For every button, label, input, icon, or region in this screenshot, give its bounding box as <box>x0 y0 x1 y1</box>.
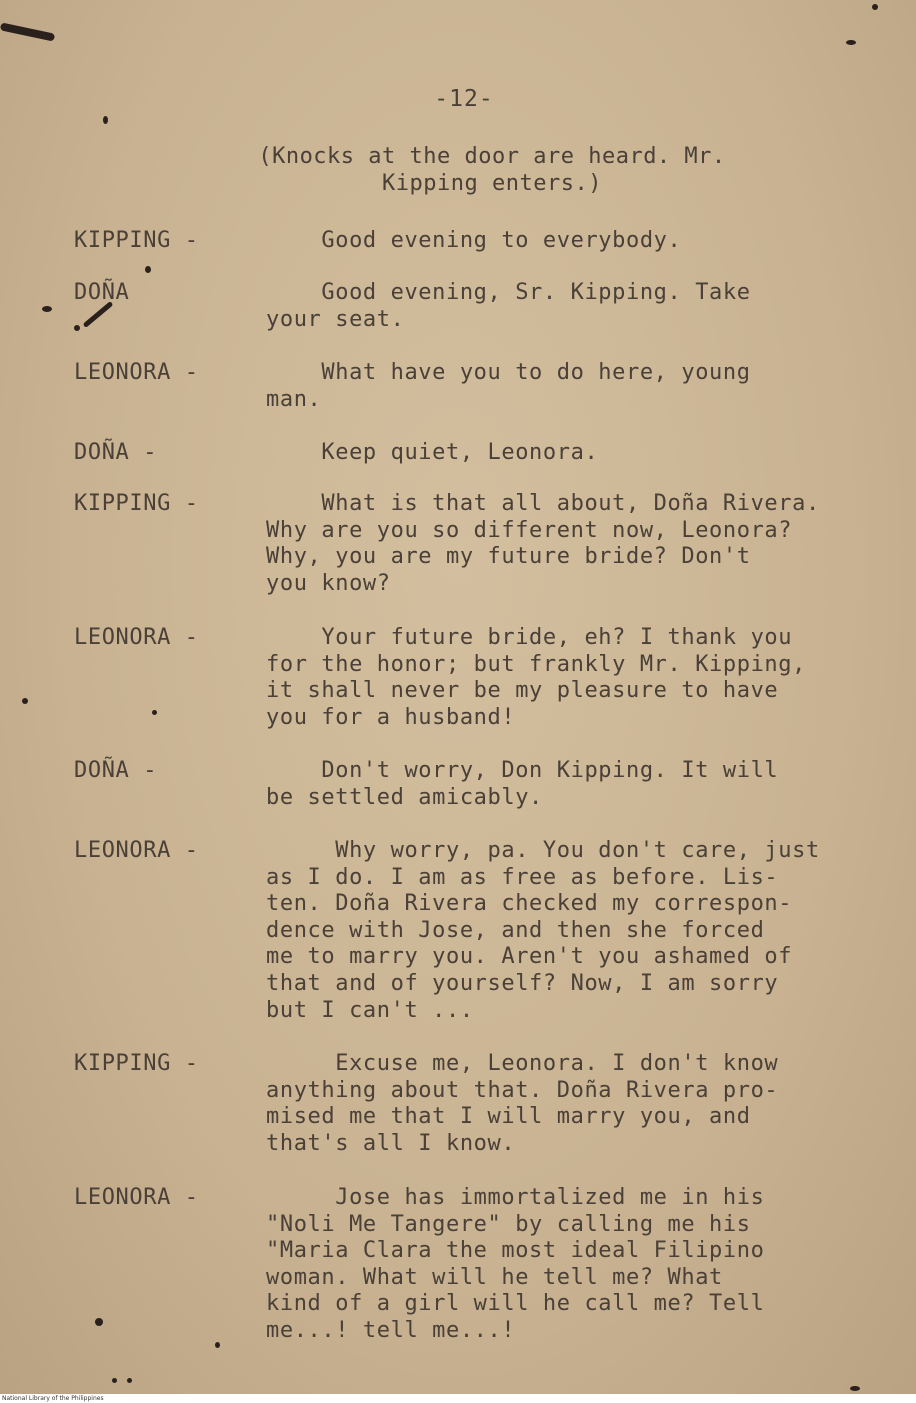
ink-speck <box>112 1378 117 1383</box>
dialogue-line: dence with Jose, and then she forced <box>266 917 765 943</box>
speaker-name: LEONORA - <box>74 1185 199 1210</box>
dialogue-line: "Noli Me Tangere" by calling me his <box>266 1211 751 1237</box>
speaker-name: DOÑA - <box>74 440 158 465</box>
dialogue-line: Excuse me, Leonora. I don't know <box>266 1051 779 1076</box>
dialogue-line: Don't worry, Don Kipping. It will <box>266 758 779 783</box>
dialogue-line: What have you to do here, young <box>266 360 751 385</box>
dialogue-line: Your future bride, eh? I thank you <box>266 625 793 650</box>
dialogue-line: Why, you are my future bride? Don't <box>266 544 751 570</box>
dialogue-line: it shall never be my pleasure to have <box>266 678 779 704</box>
dialogue-line: Jose has immortalized me in his <box>266 1185 765 1210</box>
dialogue-line: me...! tell me...! <box>266 1317 516 1343</box>
ink-speck <box>145 266 151 273</box>
ink-speck <box>83 301 114 328</box>
dialogue-line: your seat. <box>266 306 405 332</box>
ink-speck <box>42 306 52 312</box>
dialogue-line: Keep quiet, Leonora. <box>266 440 599 465</box>
ink-speck <box>846 40 856 45</box>
ink-speck <box>22 698 28 704</box>
dialogue-line: me to marry you. Aren't you ashamed of <box>266 944 793 970</box>
ink-speck <box>850 1386 860 1391</box>
dialogue-line: but I can't ... <box>266 997 474 1023</box>
footer-credit: National Library of the Philippines <box>0 1394 916 1403</box>
stage-direction-line: Kipping enters.) <box>382 171 602 196</box>
dialogue-line: woman. What will he tell me? What <box>266 1264 723 1290</box>
dialogue-line: as I do. I am as free as before. Lis- <box>266 864 779 890</box>
ink-speck <box>95 1318 103 1326</box>
ink-speck <box>127 1378 132 1383</box>
ink-speck <box>103 116 108 124</box>
stage-direction-line: (Knocks at the door are heard. Mr. <box>258 144 726 169</box>
speaker-name: LEONORA - <box>74 838 199 863</box>
speaker-name: DOÑA - <box>74 758 158 783</box>
dialogue-line: What is that all about, Doña Rivera. <box>266 491 820 516</box>
dialogue-block <box>266 625 896 731</box>
stage-direction <box>212 143 772 197</box>
dialogue-line: ten. Doña Rivera checked my correspon- <box>266 891 793 917</box>
dialogue-line: you for a husband! <box>266 704 516 730</box>
ink-speck <box>152 710 157 715</box>
dialogue-line: Good evening to everybody. <box>266 228 682 253</box>
dialogue-block <box>266 360 896 413</box>
dialogue-block <box>266 440 896 467</box>
speaker-name: DOÑA <box>74 280 130 305</box>
dialogue-block <box>266 228 896 255</box>
dialogue-block <box>266 280 896 333</box>
speaker-name: LEONORA - <box>74 360 199 385</box>
dialogue-block <box>266 491 896 597</box>
dialogue-line: you know? <box>266 570 391 596</box>
speaker-name: KIPPING - <box>74 228 199 253</box>
dialogue-line: for the honor; but frankly Mr. Kipping, <box>266 651 806 677</box>
dialogue-block <box>266 1051 896 1157</box>
ink-speck <box>872 4 878 10</box>
ink-speck <box>215 1342 220 1348</box>
dialogue-line: that's all I know. <box>266 1130 516 1156</box>
dialogue-line: mised me that I will marry you, and <box>266 1104 751 1130</box>
dialogue-line: "Maria Clara the most ideal Filipino <box>266 1238 765 1264</box>
dialogue-line: Good evening, Sr. Kipping. Take <box>266 280 751 305</box>
dialogue-line: anything about that. Doña Rivera pro- <box>266 1077 779 1103</box>
dialogue-block <box>266 758 896 811</box>
ink-speck <box>0 22 55 41</box>
speaker-name: LEONORA - <box>74 625 199 650</box>
speaker-name: KIPPING - <box>74 491 199 516</box>
dialogue-line: Why are you so different now, Leonora? <box>266 517 793 543</box>
dialogue-line: kind of a girl will he call me? Tell <box>266 1291 765 1317</box>
dialogue-line: be settled amicably. <box>266 784 543 810</box>
speaker-name: KIPPING - <box>74 1051 199 1076</box>
dialogue-line: man. <box>266 386 322 412</box>
page-number: -12- <box>434 86 494 112</box>
dialogue-line: Why worry, pa. You don't care, just <box>266 838 820 863</box>
dialogue-line: that and of yourself? Now, I am sorry <box>266 970 779 996</box>
ink-speck <box>74 325 80 331</box>
dialogue-block <box>266 1185 896 1345</box>
dialogue-block <box>266 838 896 1024</box>
